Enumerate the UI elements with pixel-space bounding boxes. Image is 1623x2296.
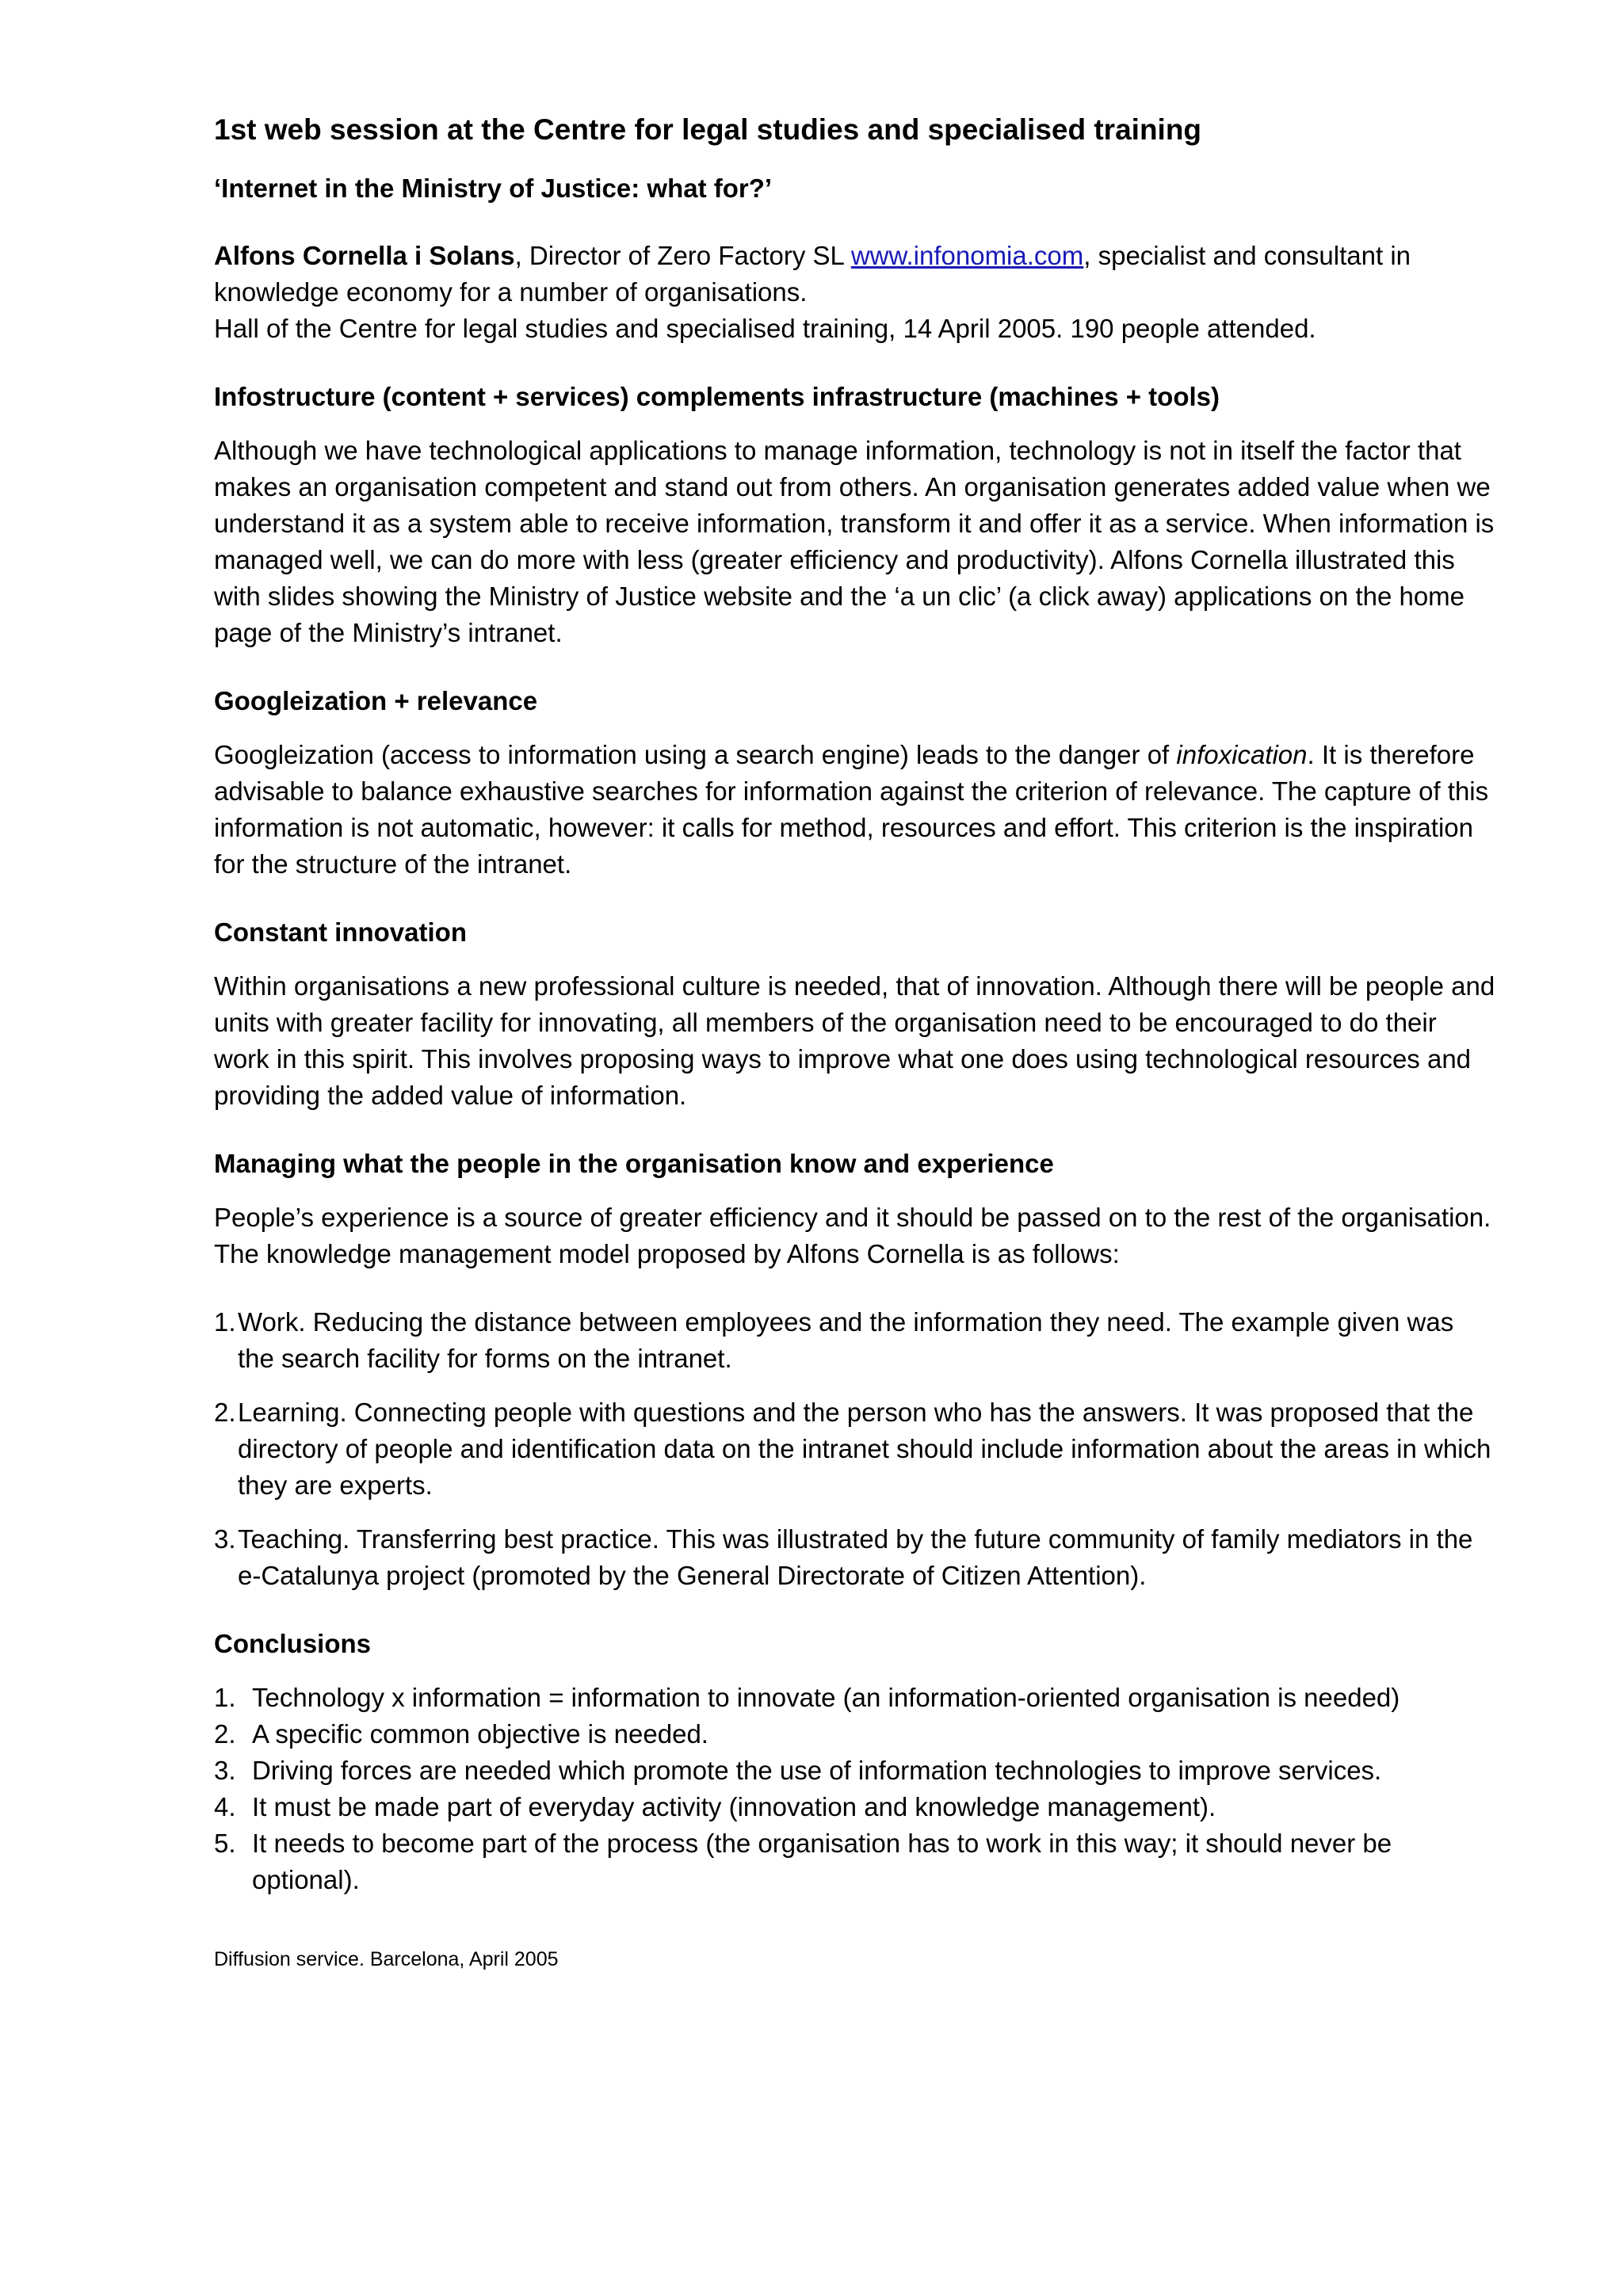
list-item-number: 5. [214,1829,236,1859]
list-item-number: 2. [214,1719,236,1749]
section-heading-infostructure: Infostructure (content + services) complements infrastructure (machines + tools) [214,382,1220,412]
list-item-text: It must be made part of everyday activity (innovation and knowledge management). [252,1792,1216,1822]
googleization-text-start: Googleization (access to information using a search engine) leads to the danger of [214,740,1177,770]
list-item-text: Technology x information = information to innovate (an information-oriented organisation is needed) [252,1683,1400,1713]
section-body-managing: People’s experience is a source of greater efficiency and it should be passed on to the rest of the organisation. The knowledge management model proposed by Alfons Cornella is as follows: [214,1203,1491,1269]
list-item [214,1789,1496,1825]
section-heading-googleization: Googleization + relevance [214,686,538,716]
list-item [214,1304,1496,1377]
list-item-text: Work. Reducing the distance between employees and the information they need. The example given was the search facility for forms on the intranet. [238,1307,1454,1374]
section-body-googleization [214,737,1496,883]
list-item-number: 1. [214,1683,236,1713]
list-item-text: Learning. Connecting people with questions and the person who has the answers. It was proposed that the directory of people and identification data on the intranet should include information about the areas in which they are experts. [238,1398,1491,1501]
list-item [214,1753,1496,1789]
list-item [214,1680,1496,1716]
section-body-infostructure: Although we have technological applications to manage information, technology is not in itself the factor that makes an organisation competent and stand out from others. An organisation generates added value when we understand it as a system able to receive information, transform it and offer it as a service. When information is managed well, we can do more with less (greater efficiency and productivity). Alfons Cornella illustrated this with slides showing the Ministry of Justice website and the ‘a un clic’ (a click away) applications on the home page of the Ministry’s intranet. [214,436,1495,648]
conclusions-list [214,1680,1496,1898]
document-title: 1st web session at the Centre for legal studies and specialised training [214,113,1202,146]
knowledge-model-list [214,1304,1496,1594]
list-item-number: 4. [214,1792,236,1822]
infonomia-link[interactable]: www.infonomia.com [850,241,1084,271]
googleization-text-end: . It is therefore advisable to balance exhaustive searches for information against the criterion of relevance. The capture of this information is not automatic, however: it calls for method, resources and effort. This criterion is the inspiration for the structure of the intranet. [214,740,1489,879]
intro-paragraph [214,238,1496,347]
list-item-text: It needs to become part of the process (the organisation has to work in this way; it should never be optional). [252,1829,1392,1895]
list-item [214,1394,1496,1504]
list-item [214,1716,1496,1753]
document-subtitle: ‘Internet in the Ministry of Justice: what for?’ [214,174,773,204]
infoxication-term: infoxication [1176,740,1308,770]
speaker-role-suffix: , specialist and consultant in knowledge economy for a number of organisations. [214,241,1411,307]
speaker-name: Alfons Cornella i Solans [214,241,515,271]
list-item-number: 2. [214,1398,236,1428]
section-heading-managing: Managing what the people in the organisation know and experience [214,1149,1054,1179]
section-heading-innovation: Constant innovation [214,917,467,948]
list-item [214,1825,1496,1898]
venue-text: Hall of the Centre for legal studies and specialised training, 14 April 2005. 190 people attended. [214,314,1316,344]
speaker-role-prefix: , Director of Zero Factory SL [514,241,851,271]
footer-note: Diffusion service. Barcelona, April 2005 [214,1948,559,1971]
section-heading-conclusions: Conclusions [214,1629,372,1659]
section-body-innovation: Within organisations a new professional culture is needed, that of innovation. Although there will be people and units with greater facility for innovating, all members of the organisation need to be encouraged to do their work in this spirit. This involves proposing ways to improve what one does using technological resources and providing the added value of information. [214,971,1495,1111]
list-item-number: 3. [214,1756,236,1786]
list-item-text: Teaching. Transferring best practice. This was illustrated by the future community of family mediators in the e-Catalunya project (promoted by the General Directorate of Citizen Attention). [238,1524,1473,1591]
list-item-number: 3. [214,1524,236,1554]
list-item-text: A specific common objective is needed. [252,1719,708,1749]
list-item [214,1521,1496,1594]
list-item-text: Driving forces are needed which promote the use of information technologies to improve services. [252,1756,1382,1786]
list-item-number: 1. [214,1307,236,1337]
